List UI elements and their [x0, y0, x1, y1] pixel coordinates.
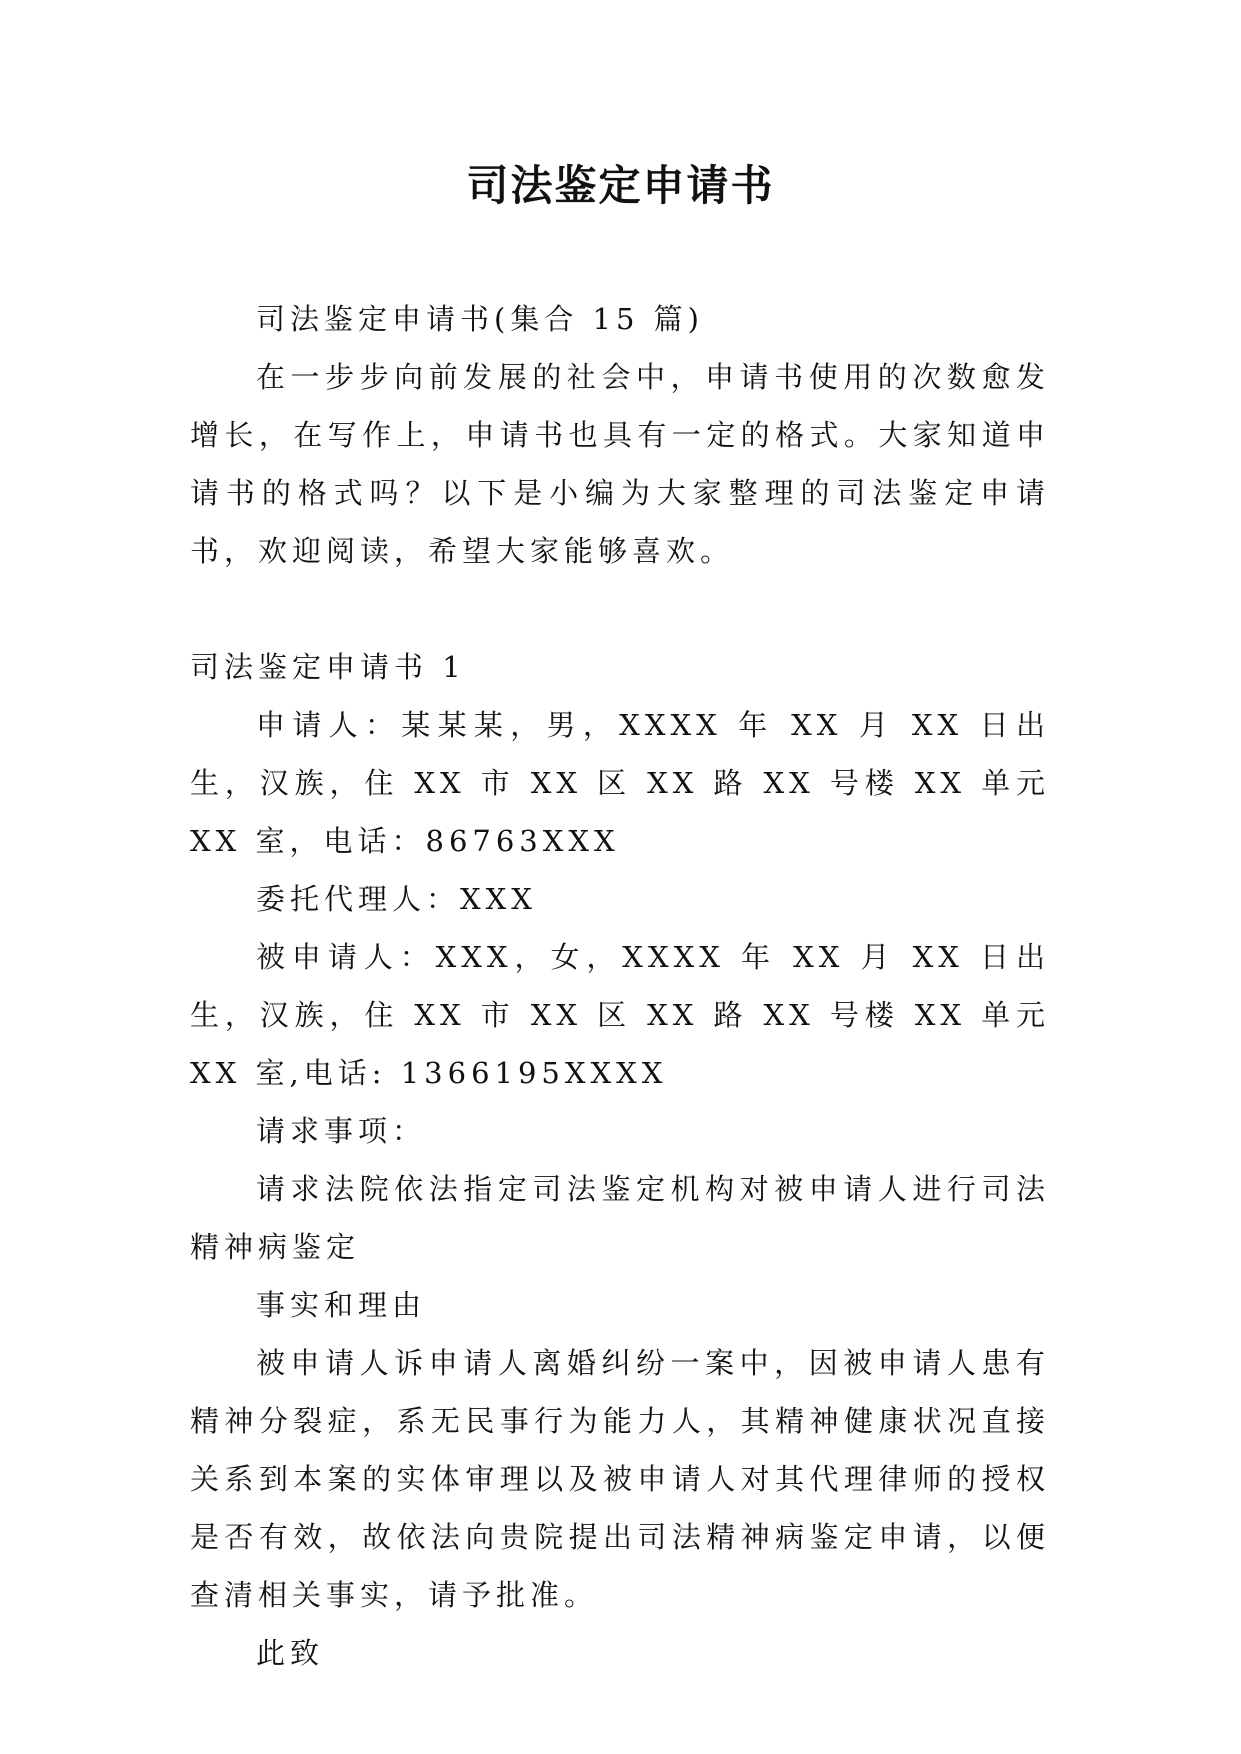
agent-line: 委托代理人：XXX	[256, 882, 537, 916]
preface-paragraph: 在一步步向前发展的社会中，申请书使用的次数愈发增长，在写作上，申请书也具有一定的格式。大家知道申请书的格式吗？以下是小编为大家整理的司法鉴定申请书，欢迎阅读，希望大家能够喜欢。	[190, 360, 1050, 568]
collection-line: 司法鉴定申请书(集合 15 篇)	[256, 302, 704, 336]
request-label: 请求事项：	[256, 1114, 427, 1148]
applicant-paragraph: 申请人：某某某，男，XXXX 年 XX 月 XX 日出生，汉族，住 XX 市 XX 区 XX 路 XX 号楼 XX 单元 XX 室，电话：86763XXX	[190, 708, 1050, 858]
facts-paragraph: 被申请人诉申请人离婚纠纷一案中，因被申请人患有精神分裂症，系无民事行为能力人，其精神健康状况直接关系到本案的实体审理以及被申请人对其代理律师的授权是否有效，故依法向贵院提出司法精神病鉴定申请，以便查清相关事实，请予批准。	[190, 1346, 1050, 1612]
request-paragraph: 请求法院依法指定司法鉴定机构对被申请人进行司法精神病鉴定	[190, 1172, 1050, 1264]
document-title: 司法鉴定申请书	[466, 161, 775, 210]
facts-label: 事实和理由	[256, 1288, 427, 1322]
closing-line: 此致	[256, 1636, 325, 1670]
respondent-paragraph: 被申请人：XXX，女，XXXX 年 XX 月 XX 日出生，汉族，住 XX 市 XX 区 XX 路 XX 号楼 XX 单元 XX 室,电话: 1366195XXXX	[190, 940, 1050, 1090]
document-body	[190, 290, 1050, 1682]
section-heading: 司法鉴定申请书 1	[190, 650, 466, 684]
